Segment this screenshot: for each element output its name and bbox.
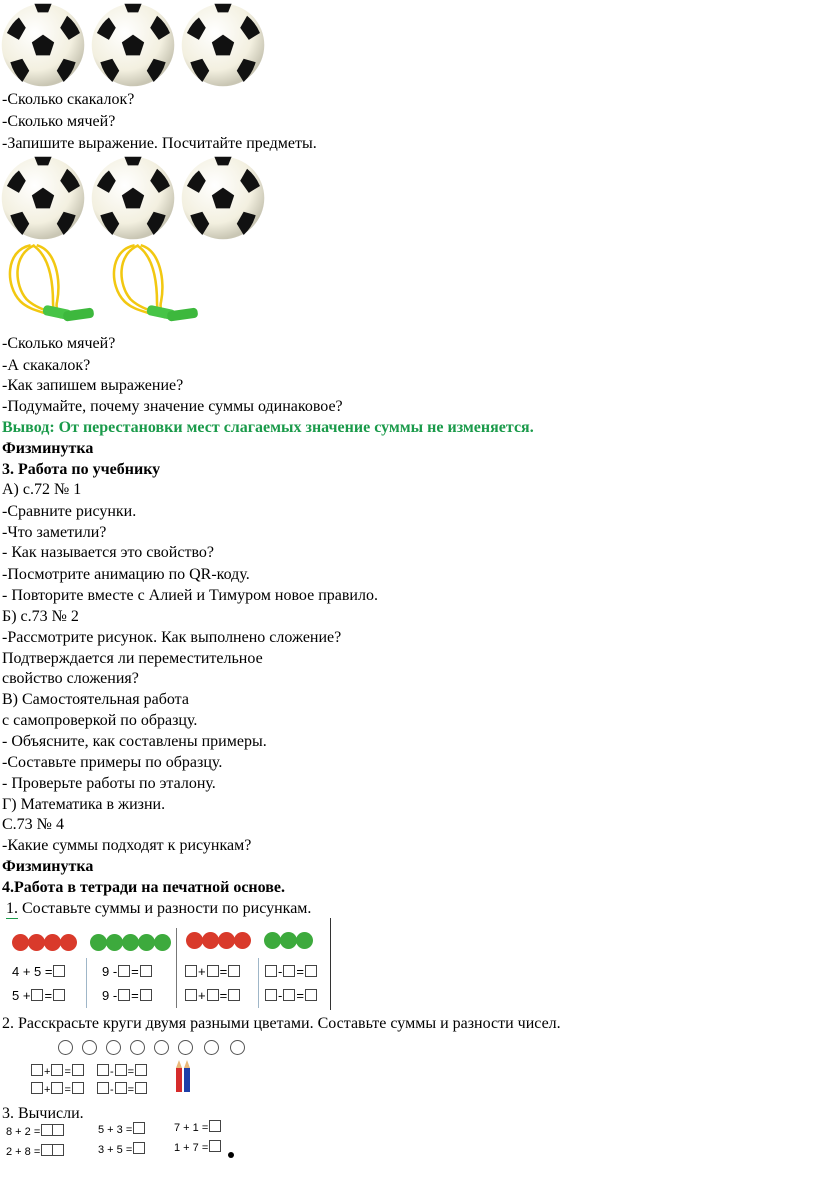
text-line: -Сколько мячей? (2, 335, 116, 352)
text-line: А) с.72 № 1 (2, 481, 82, 498)
divider (258, 958, 259, 1008)
red-dot (12, 934, 29, 951)
empty-circle (130, 1040, 145, 1055)
expression: 5 + 3 = (98, 1122, 146, 1136)
text-line: В) Самостоятельная работа (2, 691, 189, 708)
soccer-ball-icon (0, 155, 86, 241)
text-line: - Как называется это свойство? (2, 544, 214, 561)
red-dot (60, 934, 77, 951)
conclusion: Вывод: От перестановки мест слагаемых значение суммы не изменяется. (2, 419, 534, 436)
text-line: -Рассмотрите рисунок. Как выполнено сложение? (2, 629, 342, 646)
soccer-ball-icon (0, 2, 86, 88)
red-dot (218, 932, 235, 949)
soccer-ball-icon (180, 155, 266, 241)
green-dot (154, 934, 171, 951)
red-dot (28, 934, 45, 951)
soccer-ball-icon (90, 2, 176, 88)
expression: 9 - = (102, 964, 153, 979)
empty-circle (82, 1040, 97, 1055)
green-dot (122, 934, 139, 951)
text-line: -Сколько мячей? (2, 113, 116, 130)
section-heading: Физминутка (2, 858, 94, 875)
text-line: -Запишите выражение. Посчитайте предметы. (2, 135, 317, 152)
task-3: 3. Вычисли. (2, 1105, 84, 1122)
pencils-icon (172, 1060, 194, 1094)
soccer-ball-icon (90, 155, 176, 241)
section-heading: 4.Работа в тетради на печатной основе. (2, 879, 285, 896)
expression: - = (96, 1082, 148, 1096)
expression: + = (184, 988, 241, 1003)
empty-circle (106, 1040, 121, 1055)
divider (176, 928, 177, 1008)
text-line: -Составьте примеры по образцу. (2, 754, 223, 771)
empty-circle (204, 1040, 219, 1055)
empty-circle (58, 1040, 73, 1055)
section-heading: 3. Работа по учебнику (2, 461, 161, 478)
text-line: - Проверьте работы по эталону. (2, 775, 216, 792)
red-dot (202, 932, 219, 949)
text-line: Г) Математика в жизни. (2, 796, 166, 813)
underline-mark (6, 918, 18, 919)
text-line: - Повторите вместе с Алией и Тимуром новое правило. (2, 587, 378, 604)
empty-circle (178, 1040, 193, 1055)
text-line: Б) с.73 № 2 (2, 608, 79, 625)
expression: - = (96, 1064, 148, 1078)
bullet-dot (228, 1152, 234, 1158)
green-dot (106, 934, 123, 951)
green-dot (138, 934, 155, 951)
divider (330, 918, 331, 1010)
green-dot (280, 932, 297, 949)
expression: 9 - = (102, 988, 153, 1003)
task-1: 1. Составьте суммы и разности по рисункам. (6, 900, 312, 917)
empty-circle (230, 1040, 245, 1055)
text-line: Подтверждается ли переместительное (2, 650, 263, 667)
jump-rope-icon (104, 240, 206, 332)
expression: 5 + = (12, 988, 66, 1003)
expression: - = (264, 988, 318, 1003)
text-line: -Подумайте, почему значение суммы одинаковое? (2, 398, 343, 415)
text-line: свойство сложения? (2, 670, 139, 687)
section-heading: Физминутка (2, 440, 94, 457)
text-line: С.73 № 4 (2, 816, 64, 833)
red-dot (186, 932, 203, 949)
text-line: с самопроверкой по образцу. (2, 712, 198, 729)
expression: + = (184, 964, 241, 979)
soccer-ball-icon (180, 2, 266, 88)
divider (86, 958, 87, 1008)
text-line: -Что заметили? (2, 524, 107, 541)
text-line: -Сколько скакалок? (2, 91, 135, 108)
text-line: - Объясните, как составлены примеры. (2, 733, 267, 750)
text-line: -Какие суммы подходят к рисункам? (2, 837, 252, 854)
text-line: -Сравните рисунки. (2, 503, 137, 520)
expression: + = (30, 1082, 85, 1096)
expression: 2 + 8 = (6, 1144, 65, 1158)
empty-circle (154, 1040, 169, 1055)
expression: + = (30, 1064, 85, 1078)
red-dot (234, 932, 251, 949)
expression: 4 + 5 = (12, 964, 66, 979)
green-dot (264, 932, 281, 949)
red-dot (44, 934, 61, 951)
expression: - = (264, 964, 318, 979)
expression: 3 + 5 = (98, 1142, 146, 1156)
expression: 1 + 7 = (174, 1140, 222, 1154)
green-dot (90, 934, 107, 951)
task-2: 2. Расскрасьте круги двумя разными цветами. Составьте суммы и разности чисел. (2, 1015, 561, 1032)
jump-rope-icon (0, 240, 102, 332)
green-dot (296, 932, 313, 949)
expression: 8 + 2 = (6, 1124, 65, 1138)
text-line: -А скакалок? (2, 357, 91, 374)
text-line: -Посмотрите анимацию по QR-коду. (2, 566, 250, 583)
expression: 7 + 1 = (174, 1120, 222, 1134)
text-line: -Как запишем выражение? (2, 377, 184, 394)
